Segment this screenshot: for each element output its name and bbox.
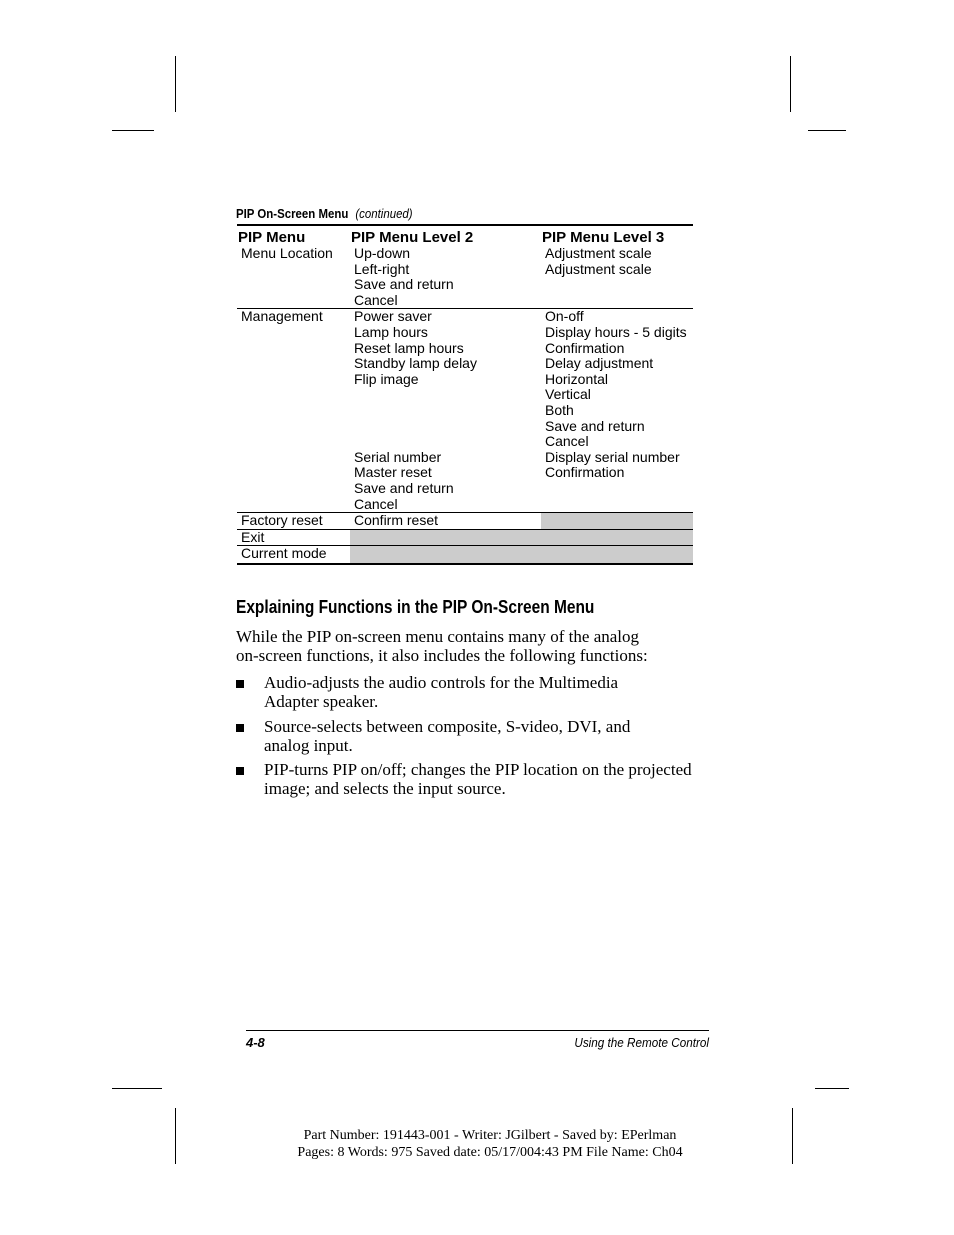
crop-mark bbox=[808, 130, 846, 131]
level3-item: Adjustment scale bbox=[545, 245, 652, 261]
bullet-item bbox=[236, 761, 706, 798]
table-header-row bbox=[237, 225, 693, 246]
crop-mark bbox=[792, 1108, 793, 1164]
header-level-3: PIP Menu Level 3 bbox=[542, 229, 665, 246]
table-row bbox=[237, 309, 693, 513]
table-caption bbox=[236, 206, 413, 221]
intro-paragraph bbox=[236, 628, 706, 665]
bullet-item bbox=[236, 674, 706, 711]
level3-item: Display hours - 5 digits bbox=[545, 323, 687, 340]
bullet-line: Adapter speaker. bbox=[264, 691, 379, 711]
cell-menu bbox=[237, 546, 350, 564]
intro-line: While the PIP on-screen menu contains many of the analog bbox=[236, 627, 640, 646]
table-row bbox=[237, 529, 693, 546]
level3-item: Delay adjustment bbox=[545, 355, 654, 372]
bullet-line: analog input. bbox=[264, 735, 353, 755]
pip-menu-table bbox=[237, 224, 693, 565]
cell-menu bbox=[237, 246, 350, 309]
header-pip-menu: PIP Menu bbox=[238, 229, 306, 246]
bullet-text bbox=[264, 718, 706, 755]
bullet-item bbox=[236, 718, 706, 755]
bullet-square-icon bbox=[236, 724, 244, 732]
cell-level-2 bbox=[350, 513, 541, 530]
bullet-square-icon bbox=[236, 767, 244, 775]
level2-item: Power saver bbox=[354, 308, 432, 325]
level2-item: Lamp hours bbox=[354, 323, 428, 340]
cell-level-3 bbox=[541, 246, 693, 309]
level2-item: Reset lamp hours bbox=[354, 339, 464, 356]
level2-item: Save and return bbox=[354, 479, 454, 496]
level3-item: Display serial number bbox=[545, 448, 680, 465]
menu-label: Factory reset bbox=[241, 512, 323, 529]
menu-label: Exit bbox=[241, 528, 265, 545]
level3-item: Vertical bbox=[545, 386, 591, 403]
level3-item: Horizontal bbox=[545, 370, 609, 387]
cell-level-2 bbox=[350, 246, 541, 309]
level3-item: Cancel bbox=[545, 433, 589, 450]
level2-spacer bbox=[354, 387, 541, 403]
bullet-line: PIP-turns PIP on/off; changes the PIP location on the projected bbox=[264, 760, 692, 779]
cell-menu bbox=[237, 529, 350, 546]
footer-rule bbox=[246, 1030, 709, 1031]
level2-spacer bbox=[354, 419, 541, 435]
table-row bbox=[237, 513, 693, 530]
header-level-2: PIP Menu Level 2 bbox=[351, 229, 474, 246]
cell-level-3 bbox=[541, 309, 693, 513]
level2-item: Up-down bbox=[354, 245, 411, 261]
level2-item: Cancel bbox=[354, 495, 398, 512]
level2-spacer bbox=[354, 403, 541, 419]
level2-item: Master reset bbox=[354, 464, 432, 481]
menu-label: Management bbox=[241, 308, 323, 325]
cell-menu bbox=[237, 309, 350, 513]
meta-line-1: Part Number: 191443-001 - Writer: JGilbert - Saved by: EPerlman bbox=[303, 1128, 677, 1143]
level2-item: Standby lamp delay bbox=[354, 355, 477, 372]
meta-line-2: Pages: 8 Words: 975 Saved date: 05/17/004:43 PM File Name: Ch04 bbox=[297, 1145, 683, 1160]
cell-level-2 bbox=[350, 309, 541, 513]
level3-item: Save and return bbox=[545, 417, 645, 434]
section-heading: Explaining Functions in the PIP On-Screen Menu bbox=[236, 597, 595, 617]
cell-menu bbox=[237, 513, 350, 530]
level2-item: Flip image bbox=[354, 370, 419, 387]
menu-label: Menu Location bbox=[241, 245, 333, 261]
menu-label: Current mode bbox=[241, 545, 327, 562]
level3-item: Confirmation bbox=[545, 339, 625, 356]
level2-spacer bbox=[354, 434, 541, 450]
table-caption-note: (continued) bbox=[355, 206, 413, 221]
bullet-square-icon bbox=[236, 680, 244, 688]
level2-item: Save and return bbox=[354, 276, 454, 293]
page-number: 4-8 bbox=[246, 1035, 265, 1050]
bullet-line: image; and selects the input source. bbox=[264, 778, 506, 798]
crop-mark bbox=[112, 1088, 162, 1089]
bullet-line: Audio-adjusts the audio controls for the Multimedia bbox=[264, 673, 619, 692]
intro-line: on-screen functions, it also includes the following functions: bbox=[236, 645, 648, 665]
level2-item: Cancel bbox=[354, 291, 398, 308]
crop-mark bbox=[815, 1088, 849, 1089]
bullet-text bbox=[264, 674, 706, 711]
level3-item: On-off bbox=[545, 308, 584, 325]
table-row bbox=[237, 246, 693, 309]
crop-mark bbox=[175, 1108, 176, 1164]
bullet-line: Source-selects between composite, S-video, DVI, and bbox=[264, 717, 631, 736]
table-row bbox=[237, 546, 693, 564]
cell-level-3-empty bbox=[541, 513, 693, 530]
bullet-text bbox=[264, 761, 706, 798]
level3-item: Confirmation bbox=[545, 464, 625, 481]
crop-mark bbox=[112, 130, 154, 131]
table-caption-title: PIP On-Screen Menu bbox=[236, 206, 349, 221]
cell-empty bbox=[350, 546, 693, 564]
level2-item: Left-right bbox=[354, 260, 410, 277]
chapter-title: Using the Remote Control bbox=[574, 1035, 709, 1050]
level3-item: Adjustment scale bbox=[545, 260, 652, 277]
crop-mark bbox=[790, 56, 791, 112]
level2-item: Serial number bbox=[354, 448, 442, 465]
level2-item: Confirm reset bbox=[354, 512, 439, 529]
level3-item: Both bbox=[545, 401, 574, 418]
crop-mark bbox=[175, 56, 176, 112]
cell-empty bbox=[350, 529, 693, 546]
